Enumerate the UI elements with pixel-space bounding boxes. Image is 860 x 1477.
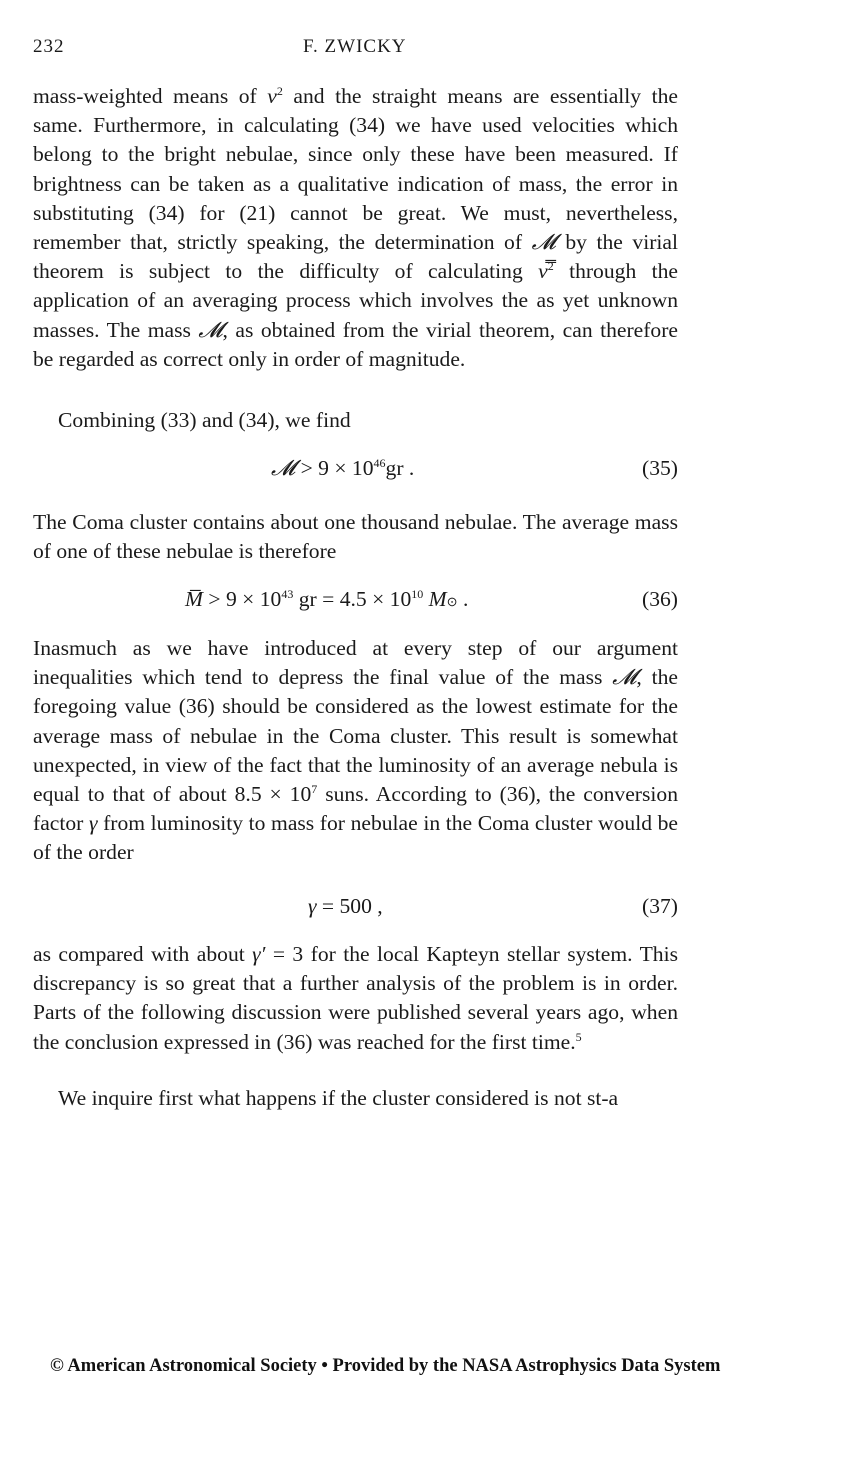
running-head-author: F. ZWICKY — [303, 36, 407, 57]
paragraph-mass-weighted-means: mass-weighted means of $v^2$ and the straight means are essentially the same. Furthermore, in calculating (34) we have used velocities which belong to the bright nebulae, since only these have been measured. If brightness can be taken as a qualitative indication of mass, the error in substituting (34) for (21) cannot be great. We must, nevertheless, remember that, strictly speaking, the determination of 𝓜 by the virial theorem is subject to the difficulty of calculating v̿$^2$ through the application of an averaging process which involves the as yet unknown masses. The mass 𝓜, as obtained from the virial theorem, can therefore be regarded as correct only in order of magnitude. — [33, 83, 679, 371]
equation-number: (36) — [642, 587, 678, 611]
equation-36: M̅ > $9 \times 10^{43}$ gr = $4.5 \times 10^{10}$ M⊙ . (36) — [185, 586, 678, 611]
gamma-prime-symbol: γ′ — [252, 942, 266, 966]
paragraph-combining: Combining (33) and (34), we find — [58, 408, 351, 432]
paragraph-inquire: We inquire first what happens if the cluster considered is not st-a — [58, 1086, 619, 1110]
equation-number: (37) — [642, 894, 678, 918]
mass-symbol: 𝓜 — [198, 317, 223, 342]
footnote-ref: 5 — [575, 1029, 582, 1044]
running-header — [33, 34, 678, 62]
equation-35: 𝓜 > $9 \times 10^{46}gr$ . (35) — [271, 455, 678, 480]
paragraph-inasmuch: Inasmuch as we have introduced at every step of our argument inequalities which tend to depress the final value of the mass 𝓜, the foregoing value (36) should be considered as the lowest estimate for the average mass of nebulae in the Coma cluster. This result is somewhat unexpected, in view of the fact that the luminosity of an average nebula is equal to that of about $8.5 \times 10^7$ suns. According to (36), the conversion factor γ from luminosity to mass for nebulae in the Coma cluster would be of the order — [33, 636, 678, 865]
mass-symbol: 𝓜 — [531, 230, 556, 255]
footer-copyright: © American Astronomical Society • Provided by the NASA Astrophysics Data System — [50, 1356, 721, 1376]
equation-37: γ = 500 , (37) — [308, 894, 678, 918]
mean-velocity-symbol: v̿ — [538, 259, 548, 284]
paragraph-kapteyn: as compared with about γ′ = 3 for the local Kapteyn stellar system. This discrepancy is so great that a further analysis of the problem is in order. Parts of the following discussion were published several years ago, when the conclusion expressed in (36) was reached for the first time.$^5$ — [33, 942, 678, 1054]
page-number: 232 — [33, 36, 65, 57]
paragraph-coma-cluster: The Coma cluster contains about one thousand nebulae. The average mass of one of these nebulae is therefore — [33, 510, 678, 564]
mass-symbol: 𝓜 — [612, 665, 637, 690]
gamma-symbol: γ — [88, 811, 98, 836]
equation-number: (35) — [642, 456, 678, 480]
sun-symbol: ⊙ — [446, 594, 458, 609]
